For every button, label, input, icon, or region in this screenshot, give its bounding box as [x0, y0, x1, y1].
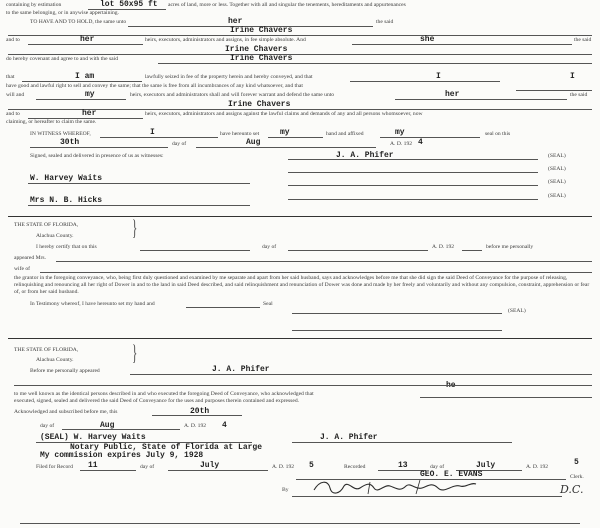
day-of-text: day of	[262, 244, 277, 250]
field-line	[28, 44, 143, 45]
seal-mark: (SEAL)	[548, 193, 566, 199]
field-line	[350, 81, 500, 82]
hereunto-text: have hereunto set	[220, 131, 260, 137]
fee-simple-text: heirs, executors, administrators and assigns, in fee simple absolute. And	[145, 37, 306, 43]
grantor-pronoun: my	[280, 128, 290, 137]
acres-text: acres of land, more or less. Together with all and singular the tenements, hereditaments and appurtenances	[168, 2, 406, 8]
by-label: By	[282, 487, 289, 493]
execution-year-digit: 4	[418, 138, 423, 147]
brace-mark: }	[132, 340, 138, 365]
field-line	[40, 272, 592, 273]
notary-signature: (SEAL) W. Harvey Waits	[40, 433, 146, 442]
before-me-text: Before me personally appeared	[30, 368, 100, 374]
field-line	[22, 81, 142, 82]
field-line	[395, 99, 567, 100]
that-label: that	[6, 74, 15, 80]
grantor-name: J. A. Phifer	[212, 365, 270, 374]
witness-signature: W. Harvey Waits	[30, 174, 103, 183]
field-line	[36, 99, 126, 100]
day-of-text: day of	[172, 141, 187, 147]
the-said-text: the said	[376, 19, 394, 25]
recorded-label: Recorded	[344, 464, 366, 470]
field-line	[380, 137, 480, 138]
known-text: to me well known as the identical persons described in and who executed the foregoing Deed of Conveyance, who acknowledged that	[14, 391, 314, 397]
execution-month: Aug	[246, 138, 261, 147]
signature-line	[28, 205, 250, 206]
filed-day: 11	[88, 461, 98, 470]
field-line	[80, 470, 136, 471]
grantor-pronoun: my	[395, 128, 405, 137]
grantor-signature: J. A. Phifer	[336, 151, 394, 160]
grantee-name: Irine Chavers	[230, 54, 293, 63]
ack-year-digit: 4	[222, 421, 227, 430]
notary-title: Notary Public, State of Florida at Large	[70, 443, 263, 452]
grantee-pronoun: her	[445, 90, 460, 99]
ack-day: 20th	[190, 407, 210, 416]
field-line	[168, 470, 268, 471]
signature-line	[288, 185, 538, 186]
ack-month: Aug	[100, 421, 115, 430]
brace-mark: }	[132, 215, 138, 240]
grantee-pronoun: her	[228, 17, 243, 26]
habendum-label: TO HAVE AND TO HOLD, the same unto	[30, 19, 127, 25]
witness-signature: Mrs N. B. Hicks	[30, 196, 103, 205]
filed-year-digit: 5	[309, 461, 314, 470]
the-said-text: the said	[574, 37, 592, 43]
field-line	[100, 137, 218, 138]
field-line	[140, 250, 250, 251]
field-line	[8, 35, 592, 36]
covenant-text: do hereby covenant and agree to and with the said	[6, 56, 118, 62]
grantor-signature: J. A. Phifer	[320, 433, 378, 442]
the-said-text: the said	[570, 92, 588, 98]
field-line	[196, 147, 376, 148]
seal-mark: (SEAL)	[548, 153, 566, 159]
appurtenance-text: to the same belonging, or in anywise appertaining.	[6, 10, 119, 16]
county-heading: Alachua County.	[36, 233, 74, 239]
grantor-pronoun: my	[85, 90, 95, 99]
acknowledger-pronoun: he	[446, 381, 456, 390]
grantor-pronoun: I	[570, 72, 575, 81]
testimony-text: In Testimony whereof, I have hereunto set my hand and	[30, 301, 155, 307]
clerk-label: Clerk.	[570, 474, 584, 480]
recorded-year-digit: 5	[574, 458, 579, 467]
appeared-text: appeared Mrs.	[14, 255, 46, 261]
executed-text: executed, signed, sealed and delivered the said Deed of Conveyance for the uses and purposes therein contained and expressed.	[14, 398, 300, 404]
field-line	[152, 415, 242, 416]
commission-expiry: My commission expires July 9, 1928	[40, 451, 204, 460]
clerk-name: GEO. E. EVANS	[420, 470, 483, 479]
field-line	[62, 429, 180, 430]
execution-day: 30th	[60, 138, 80, 147]
page-edge-line	[20, 523, 580, 524]
grantee-name: Irine Chavers	[228, 100, 291, 109]
state-heading: THE STATE OF FLORIDA,	[14, 222, 79, 228]
field-line	[516, 90, 592, 91]
lot-size-value: lot 50x95 ft	[100, 0, 158, 9]
signature-line	[288, 199, 538, 200]
certify-text: I hereby certify that on this	[36, 244, 97, 250]
field-line	[268, 137, 323, 138]
field-line	[158, 63, 592, 64]
field-line	[56, 261, 592, 262]
and-to-label: and to	[6, 37, 20, 43]
claims-text: heirs, executors, administrators and assigns against the lawful claims and demands of any and all persons whomsoever, now	[145, 111, 423, 117]
ad-text: A. D. 192	[526, 464, 549, 470]
claiming-text: claiming, or hereafter to claim the same.	[6, 119, 97, 125]
field-line	[420, 397, 592, 398]
hand-affixed-text: hand and affixed	[326, 131, 364, 137]
signature-line	[288, 159, 538, 160]
field-line	[186, 307, 260, 308]
grantee-name: Irine Chavers	[225, 45, 288, 54]
field-line	[352, 44, 572, 45]
field-line	[30, 147, 168, 148]
grantee-name: Irine Chavers	[230, 26, 293, 35]
relinquishment-text: the grantor in the foregoing conveyance, who, being first duly questioned and examined by me separate and apart from her said husband, says and acknowledges before me that she did sign the said Deed of Conveyance for the purpose of releasing, relinquishing and renouncing all her right of Dower in and to the land in said Deed described, and said relinquishment and renunciation of Dower was done and made by her freely and voluntarily and without any compulsion, constraint, apprehension or fear of, or from her said husband.	[14, 275, 590, 295]
seal-on-text: seal on this	[485, 131, 511, 137]
witness-whereof-label: IN WITNESS WHEREOF,	[30, 131, 91, 137]
grantee-pronoun: her	[80, 35, 95, 44]
section-divider	[8, 216, 592, 217]
field-line	[130, 374, 592, 375]
field-line	[288, 250, 428, 251]
seal-mark: (SEAL)	[548, 179, 566, 185]
deputy-clerk-signature	[310, 476, 480, 498]
before-text: before me personally	[486, 244, 534, 250]
signature-line	[292, 313, 502, 314]
filed-label: Filed for Record	[36, 464, 73, 470]
ad-text: A. D. 192	[390, 141, 413, 147]
warrant-text: heirs, executors and administrators shall and will forever warrant and defend the same unto	[130, 92, 335, 98]
wife-of-text: wife of	[14, 266, 30, 272]
day-of-text: day of	[40, 423, 55, 429]
section-divider	[8, 338, 592, 339]
field-line	[8, 54, 592, 55]
acknowledged-label: Acknowledged and subscribed before me, this	[14, 409, 118, 415]
signature-line	[288, 172, 538, 173]
estimation-label: containing by estimation	[6, 2, 62, 8]
grantor-pronoun: I	[150, 128, 155, 137]
signature-line	[292, 496, 562, 497]
and-to-label: and to	[6, 111, 20, 117]
seal-mark: (SEAL)	[548, 166, 566, 172]
witness-heading: Signed, sealed and delivered in presence of us as witnesses:	[30, 153, 164, 159]
grantor-pronoun: I	[436, 72, 441, 81]
day-of-text: day of	[430, 464, 445, 470]
signature-line	[292, 442, 512, 443]
ad-text: A. D. 192	[432, 244, 455, 250]
deputy-clerk-mark: D.C.	[560, 483, 584, 496]
field-line	[378, 470, 426, 471]
recorded-day: 13	[398, 461, 408, 470]
county-heading: Alachua County.	[36, 357, 74, 363]
filed-month: July	[200, 461, 220, 470]
will-and-label: will and	[6, 92, 25, 98]
grantor-pronoun: she	[420, 35, 435, 44]
signature-line	[292, 330, 502, 331]
seal-word: Seal	[263, 301, 273, 307]
state-heading: THE STATE OF FLORIDA,	[14, 347, 79, 353]
seized-text: lawfully seized in fee of the property herein and hereby conveyed, and that	[145, 74, 313, 80]
field-line	[462, 250, 482, 251]
ad-text: A. D. 192	[184, 423, 207, 429]
signature-line	[28, 183, 250, 184]
seized-value: I am	[75, 72, 95, 81]
recorded-month: July	[476, 461, 496, 470]
field-line	[14, 385, 592, 386]
lawful-right-text: have good and lawful right to sell and convey the same; that the same is free from all incumbrances of any kind whatsoever, and that	[6, 83, 303, 89]
grantee-pronoun: her	[82, 109, 97, 118]
day-of-text: day of	[140, 464, 155, 470]
seal-mark: (SEAL)	[508, 308, 526, 314]
ad-text: A. D. 192	[272, 464, 295, 470]
